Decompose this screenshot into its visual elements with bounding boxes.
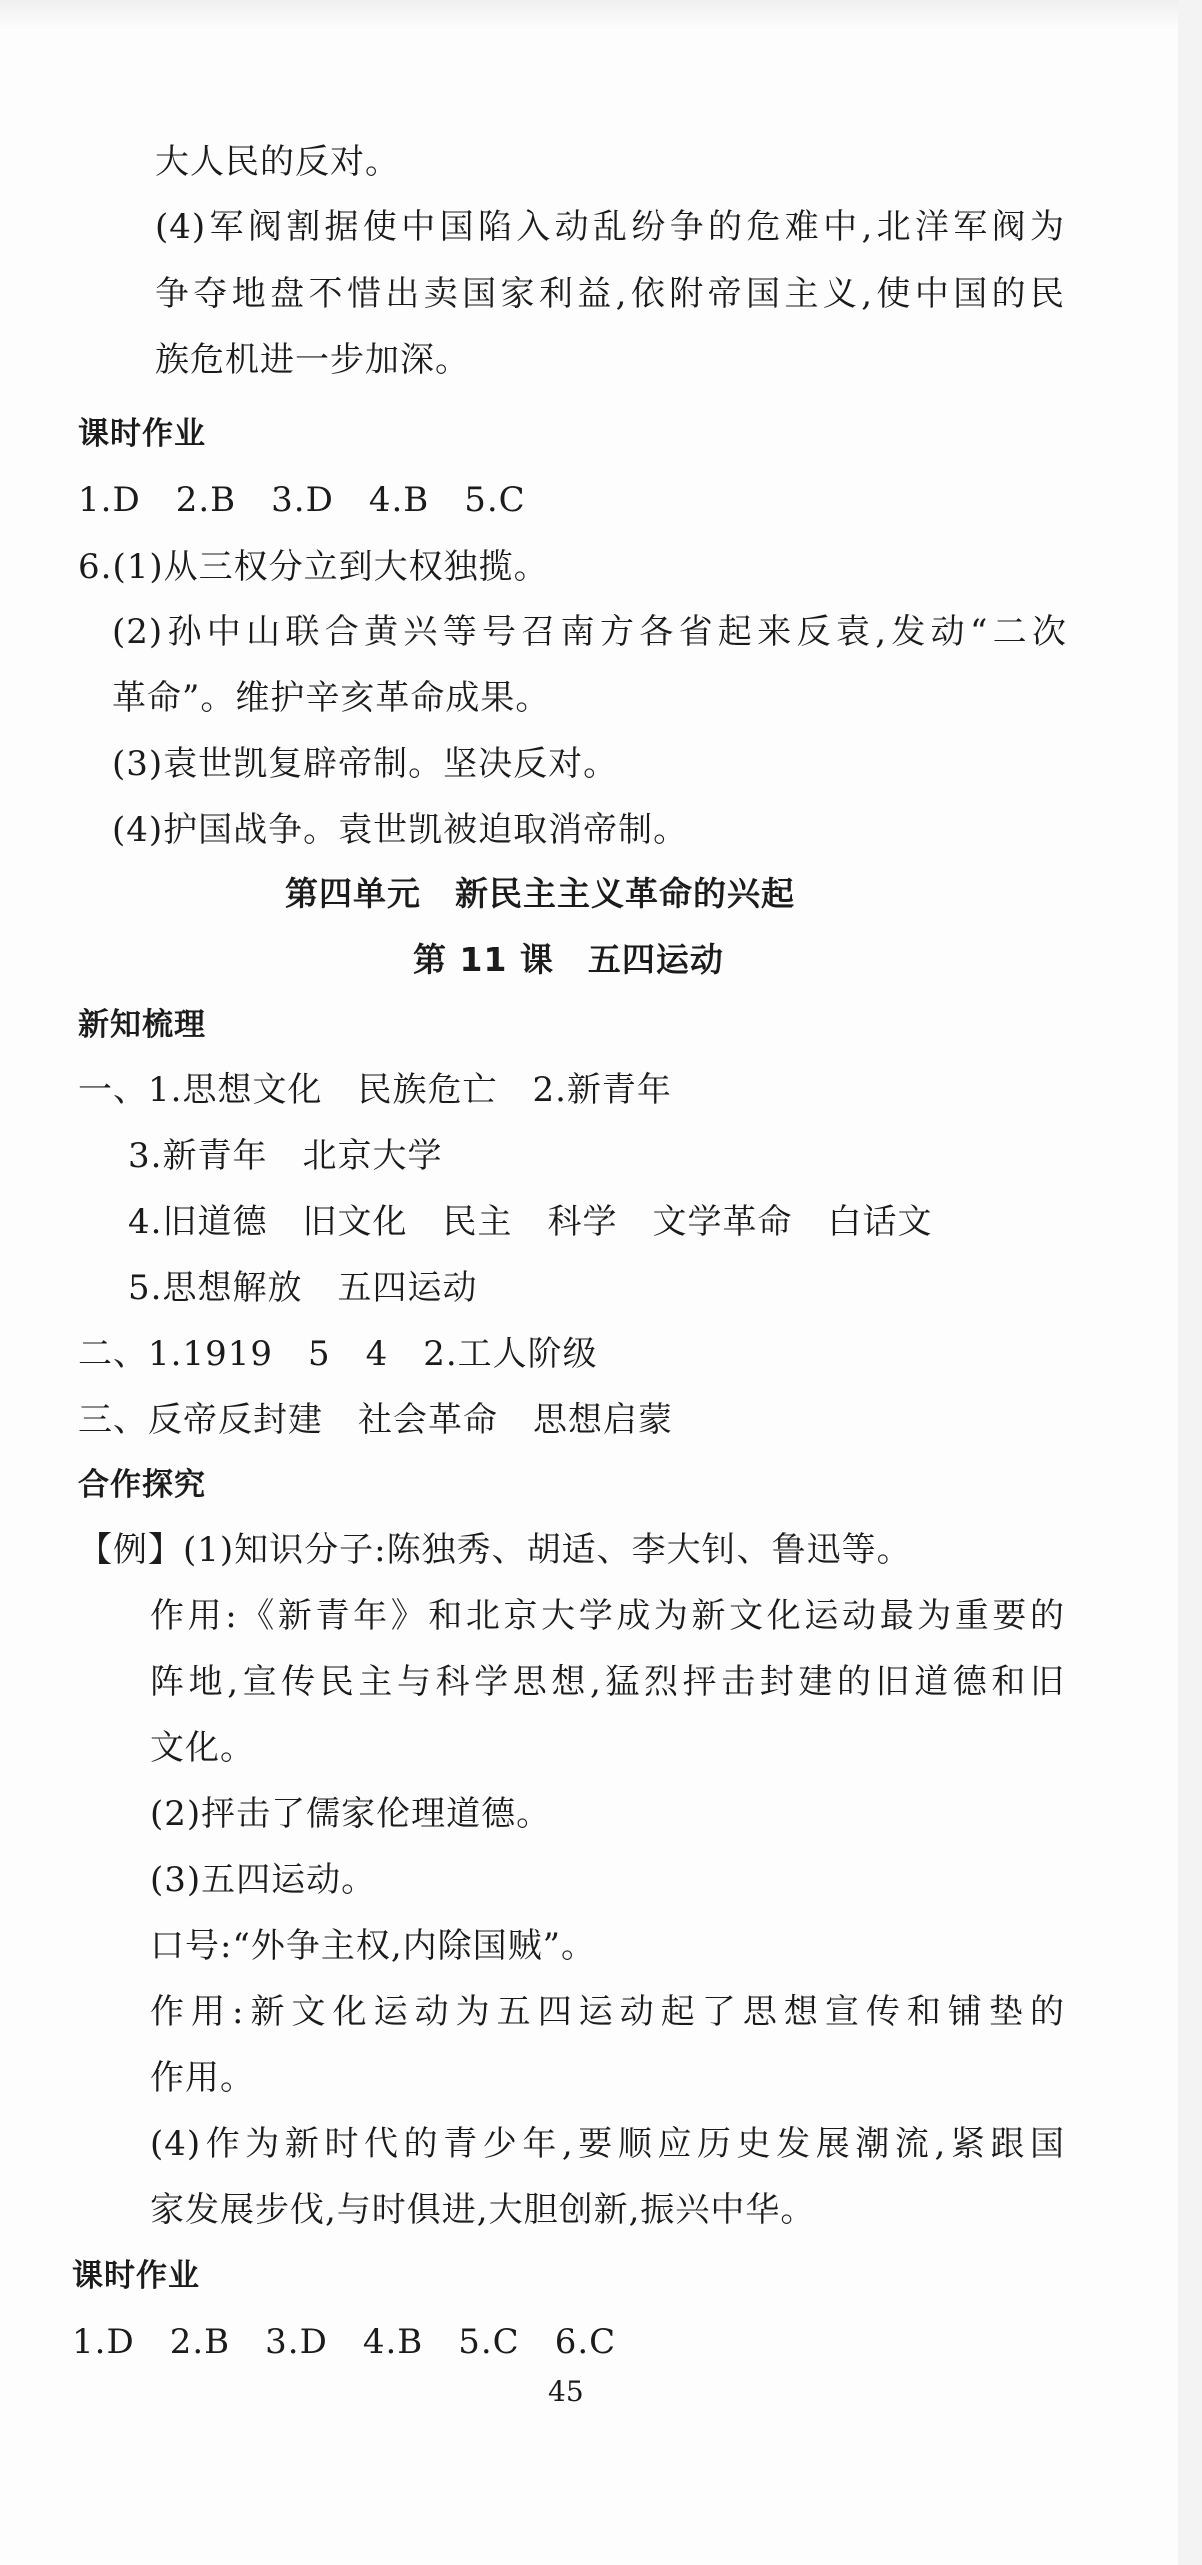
answer-line: 三、反帝反封建 社会革命 思想启蒙 — [78, 1400, 673, 1440]
text-line: 争夺地盘不惜出卖国家利益,依附帝国主义,使中国的民 — [155, 274, 1065, 314]
answer-line: 作用。 — [150, 2058, 255, 2098]
answer-line: 5.思想解放 五四运动 — [128, 1268, 478, 1308]
answer-line: 革命”。维护辛亥革命成果。 — [112, 678, 551, 718]
lesson-title: 第 11 课 五四运动 — [413, 940, 724, 979]
answer-line: (4)作为新时代的青少年,要顺应历史发展潮流,紧跟国 — [150, 2124, 1065, 2164]
answer-line: (2)孙中山联合黄兴等号召南方各省起来反袁,发动“二次 — [112, 612, 1067, 652]
answer-line: 一、1.思想文化 民族危亡 2.新青年 — [78, 1070, 672, 1110]
answer-line: (3)袁世凯复辟帝制。坚决反对。 — [112, 744, 619, 784]
answer-line: 家发展步伐,与时俱进,大胆创新,振兴中华。 — [150, 2190, 816, 2230]
answer-line: 口号:“外争主权,内除国贼”。 — [150, 1926, 597, 1966]
section-heading: 新知梳理 — [78, 1007, 206, 1043]
answer-line: 二、1.1919 5 4 2.工人阶级 — [78, 1334, 598, 1374]
text-line: (4)军阀割据使中国陷入动乱纷争的危难中,北洋军阀为 — [155, 207, 1065, 247]
text-line: 族危机进一步加深。 — [155, 340, 470, 380]
section-heading: 课时作业 — [78, 416, 206, 452]
answer-line: 1.D 2.B 3.D 4.B 5.C — [78, 480, 526, 520]
text-line: 大人民的反对。 — [155, 142, 400, 182]
section-heading: 合作探究 — [78, 1467, 206, 1503]
answer-line: (3)五四运动。 — [150, 1860, 377, 1900]
answer-line: 1.D 2.B 3.D 4.B 5.C 6.C — [72, 2322, 617, 2362]
answer-line: 阵地,宣传民主与科学思想,猛烈抨击封建的旧道德和旧 — [150, 1662, 1065, 1702]
answer-line: (4)护国战争。袁世凯被迫取消帝制。 — [112, 810, 689, 850]
answer-line: 【例】(1)知识分子:陈独秀、胡适、李大钊、鲁迅等。 — [78, 1530, 912, 1570]
unit-title: 第四单元 新民主主义革命的兴起 — [285, 874, 795, 913]
answer-line: 4.旧道德 旧文化 民主 科学 文学革命 白话文 — [128, 1202, 933, 1242]
answer-line: 作用:《新青年》和北京大学成为新文化运动最为重要的 — [150, 1596, 1065, 1636]
page-right-margin — [1178, 0, 1202, 2565]
page-number: 45 — [548, 2375, 584, 2408]
answer-line: 文化。 — [150, 1728, 255, 1768]
section-heading: 课时作业 — [72, 2258, 200, 2294]
answer-line: 3.新青年 北京大学 — [128, 1136, 443, 1176]
answer-line: (2)抨击了儒家伦理道德。 — [150, 1794, 552, 1834]
answer-line: 作用:新文化运动为五四运动起了思想宣传和铺垫的 — [150, 1992, 1065, 2032]
page-top-shadow — [0, 0, 1202, 30]
answer-line: 6.(1)从三权分立到大权独揽。 — [78, 547, 549, 587]
